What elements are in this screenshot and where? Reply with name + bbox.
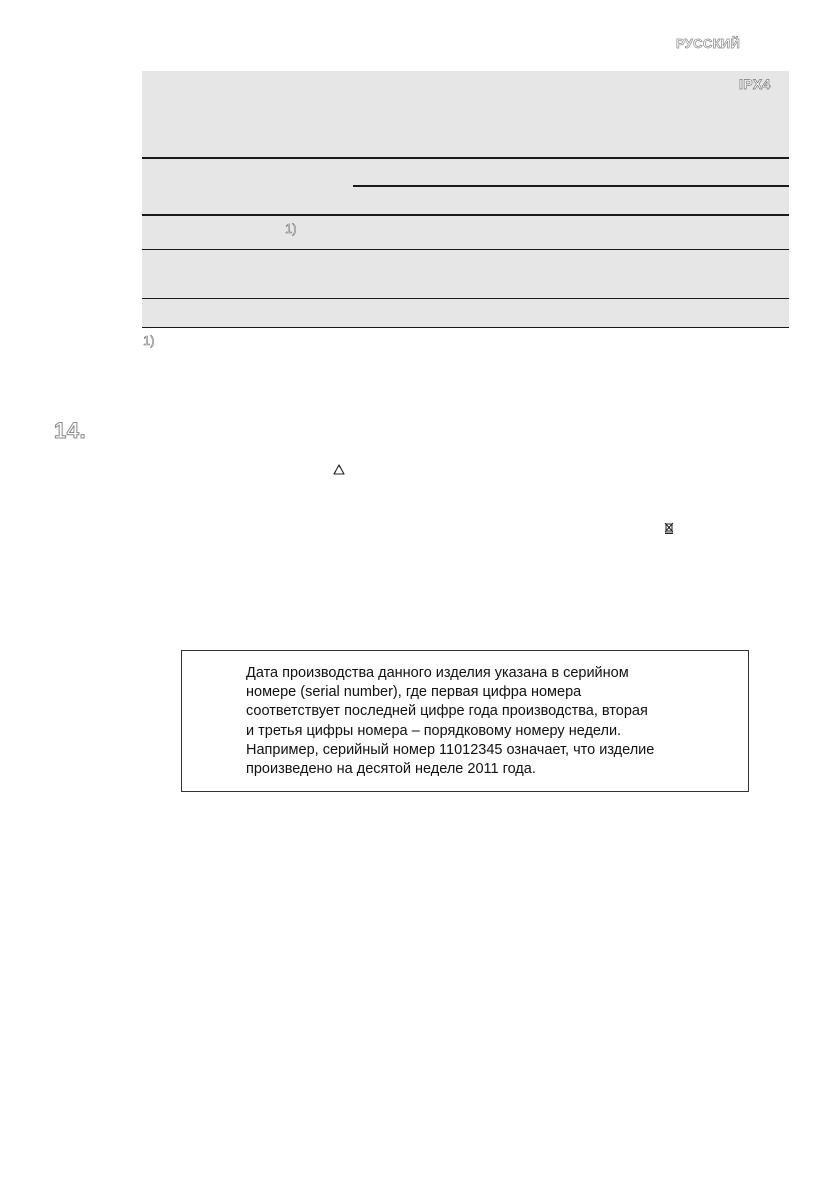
- footnote-reference: 1): [285, 221, 297, 236]
- note-line: Дата производства данного изделия указана в серийном: [246, 665, 629, 681]
- crossed-bin-icon: [664, 521, 674, 539]
- note-line: Например, серийный номер 11012345 означает, что изделие: [246, 741, 655, 758]
- note-line: и третья цифры номера – порядковому номеру недели.: [246, 722, 622, 739]
- table-divider: [142, 327, 789, 328]
- production-date-note: [181, 650, 749, 792]
- section-number: 14.: [54, 418, 87, 443]
- protection-class: IPX4: [739, 76, 771, 92]
- table-divider: [142, 157, 789, 159]
- note-line: номере (serial number), где первая цифра номера: [246, 684, 582, 701]
- recycle-icon: [333, 463, 345, 481]
- language-label: РУССКИЙ: [676, 36, 741, 51]
- table-divider: [142, 249, 789, 250]
- table-divider: [142, 298, 789, 299]
- spec-table: [142, 71, 789, 328]
- table-divider: [353, 185, 789, 187]
- note-line: произведено на десятой неделе 2011 года.: [246, 761, 536, 778]
- note-text: [246, 664, 726, 779]
- table-divider: [142, 214, 789, 216]
- footnote-marker: 1): [143, 333, 155, 348]
- note-line: соответствует последней цифре года производства, вторая: [246, 703, 648, 720]
